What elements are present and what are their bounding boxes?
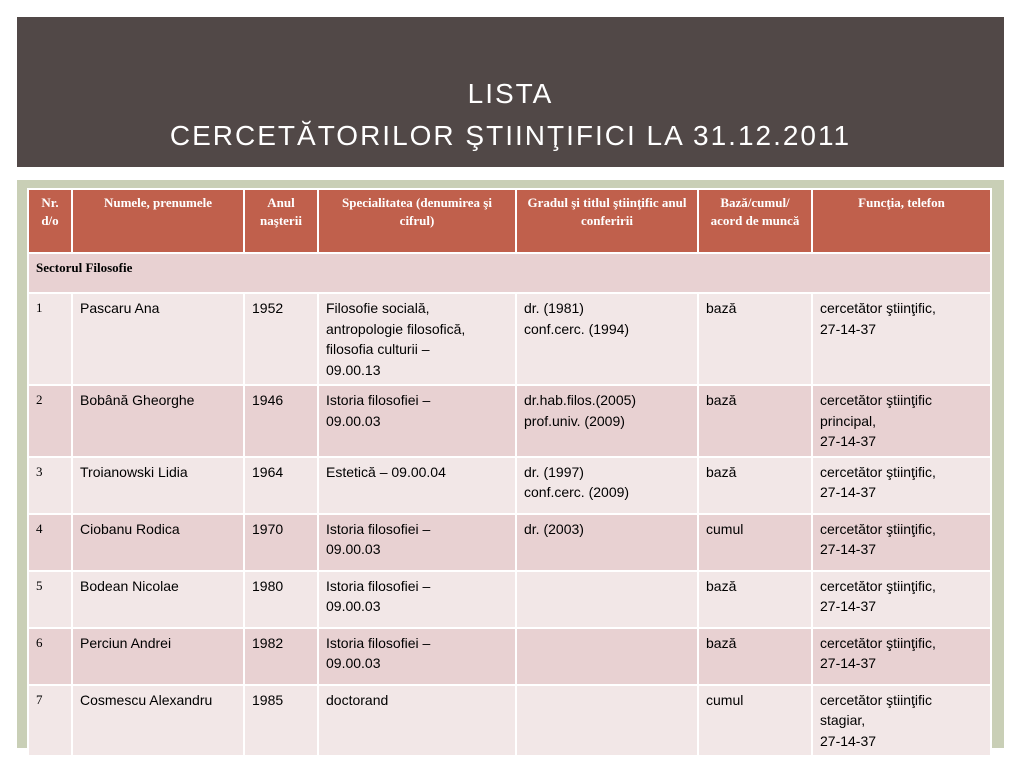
table-row: [28, 293, 991, 385]
cell-basis: bază: [698, 293, 812, 385]
cell-nr: 2: [28, 385, 72, 457]
cell-function-line: cercetător ştiinţific,: [820, 634, 936, 651]
cell-nr: 3: [28, 457, 72, 514]
cell-degree-line: dr. (2003): [524, 520, 584, 537]
cell-specialty-line: filosofia culturii –: [326, 341, 430, 357]
table-row: [28, 685, 991, 757]
table-row: [28, 514, 991, 571]
cell-specialty: [318, 685, 516, 757]
cell-year: 1952: [244, 293, 318, 385]
cell-nr: 1: [28, 293, 72, 385]
cell-degree-line: dr.hab.filos.(2005): [524, 392, 637, 408]
table-row: [28, 457, 991, 514]
slide-title-line2: CERCETĂTORILOR ŞTIINŢIFICI LA 31.12.2011: [169, 120, 852, 151]
cell-degree: [516, 685, 698, 757]
cell-function: [812, 514, 991, 571]
researchers-table: [27, 188, 992, 757]
cell-basis: cumul: [698, 514, 812, 571]
cell-specialty-line: 09.00.03: [326, 412, 381, 429]
cell-nr: 5: [28, 571, 72, 628]
cell-basis: bază: [698, 628, 812, 685]
cell-name: Bodean Nicolae: [72, 571, 244, 628]
cell-specialty-line: Istoria filosofiei –: [326, 392, 431, 408]
cell-degree: [516, 293, 698, 385]
cell-degree-line: prof.univ. (2009): [524, 412, 625, 429]
cell-specialty: [318, 293, 516, 385]
cell-specialty-line: 09.00.03: [326, 655, 381, 671]
cell-function-line: 27-14-37: [820, 598, 877, 614]
cell-specialty-line: 09.00.03: [326, 598, 381, 614]
cell-specialty-line: Istoria filosofiei –: [326, 520, 431, 537]
cell-function-line: stagiar,: [820, 712, 866, 728]
header-degree: Gradul şi titlul ştiinţific anul conferirii: [516, 189, 698, 253]
header-function: Funcţia, telefon: [812, 189, 991, 253]
cell-function: [812, 385, 991, 457]
header-nr: Nr. d/o: [28, 189, 72, 253]
cell-specialty-line: antropologie filosofică,: [326, 320, 466, 337]
cell-function-line: cercetător ştiinţific: [820, 392, 933, 408]
cell-degree: [516, 571, 698, 628]
cell-function-line: cercetător ştiinţific,: [820, 520, 936, 537]
cell-function: [812, 628, 991, 685]
cell-specialty-line: doctorand: [326, 691, 389, 708]
cell-year: 1946: [244, 385, 318, 457]
header-basis: Bază/cumul/ acord de muncă: [698, 189, 812, 253]
cell-specialty: [318, 385, 516, 457]
cell-name: Pascaru Ana: [72, 293, 244, 385]
cell-basis: bază: [698, 457, 812, 514]
cell-function-line: 27-14-37: [820, 433, 877, 449]
cell-specialty-line: 09.00.13: [326, 361, 381, 378]
cell-year: 1980: [244, 571, 318, 628]
cell-name: Cosmescu Alexandru: [72, 685, 244, 757]
cell-specialty-line: Filosofie socială,: [326, 300, 430, 316]
cell-function-line: 27-14-37: [820, 732, 877, 749]
cell-nr: 7: [28, 685, 72, 757]
cell-year: 1982: [244, 628, 318, 685]
cell-name: Troianowski Lidia: [72, 457, 244, 514]
cell-degree-line: dr. (1981): [524, 300, 584, 316]
cell-nr: 6: [28, 628, 72, 685]
cell-basis: bază: [698, 571, 812, 628]
cell-basis: cumul: [698, 685, 812, 757]
table-header-row: [28, 189, 991, 253]
slide-title-line1: LISTA: [467, 78, 554, 109]
cell-name: Ciobanu Rodica: [72, 514, 244, 571]
header-name: Numele, prenumele: [72, 189, 244, 253]
cell-basis: bază: [698, 385, 812, 457]
cell-function: [812, 685, 991, 757]
header-year: Anul naşterii: [244, 189, 318, 253]
table-row: [28, 628, 991, 685]
cell-degree-line: dr. (1997): [524, 463, 584, 480]
cell-degree: [516, 628, 698, 685]
cell-function-line: 27-14-37: [820, 541, 877, 557]
cell-name: Perciun Andrei: [72, 628, 244, 685]
cell-nr: 4: [28, 514, 72, 571]
cell-specialty-line: Istoria filosofiei –: [326, 577, 431, 594]
cell-name: Bobână Gheorghe: [72, 385, 244, 457]
cell-function-line: 27-14-37: [820, 484, 877, 500]
cell-year: 1970: [244, 514, 318, 571]
cell-degree-line: conf.cerc. (1994): [524, 320, 630, 337]
section-label: Sectorul Filosofie: [28, 253, 991, 293]
table-row: [28, 385, 991, 457]
cell-degree: [516, 457, 698, 514]
cell-function-line: cercetător ştiinţific,: [820, 463, 936, 480]
cell-specialty-line: 09.00.03: [326, 541, 381, 557]
cell-degree: [516, 385, 698, 457]
cell-function-line: cercetător ştiinţific,: [820, 577, 936, 594]
cell-year: 1964: [244, 457, 318, 514]
section-row: [28, 253, 991, 293]
cell-specialty-line: Istoria filosofiei –: [326, 634, 431, 651]
cell-year: 1985: [244, 685, 318, 757]
cell-function-line: cercetător ştiinţific,: [820, 300, 936, 316]
cell-function: [812, 293, 991, 385]
table-row: [28, 571, 991, 628]
slide-title-bar: [17, 17, 1004, 167]
header-specialty: Specialitatea (denumirea şi cifrul): [318, 189, 516, 253]
cell-function-line: 27-14-37: [820, 320, 877, 337]
cell-specialty: [318, 571, 516, 628]
cell-function-line: principal,: [820, 412, 877, 429]
cell-function: [812, 457, 991, 514]
cell-specialty: [318, 514, 516, 571]
cell-specialty: [318, 457, 516, 514]
cell-specialty: [318, 628, 516, 685]
cell-degree: [516, 514, 698, 571]
cell-function-line: cercetător ştiinţific: [820, 691, 933, 708]
cell-function-line: 27-14-37: [820, 655, 877, 671]
cell-degree-line: conf.cerc. (2009): [524, 484, 630, 500]
cell-function: [812, 571, 991, 628]
cell-specialty-line: Estetică – 09.00.04: [326, 463, 446, 480]
